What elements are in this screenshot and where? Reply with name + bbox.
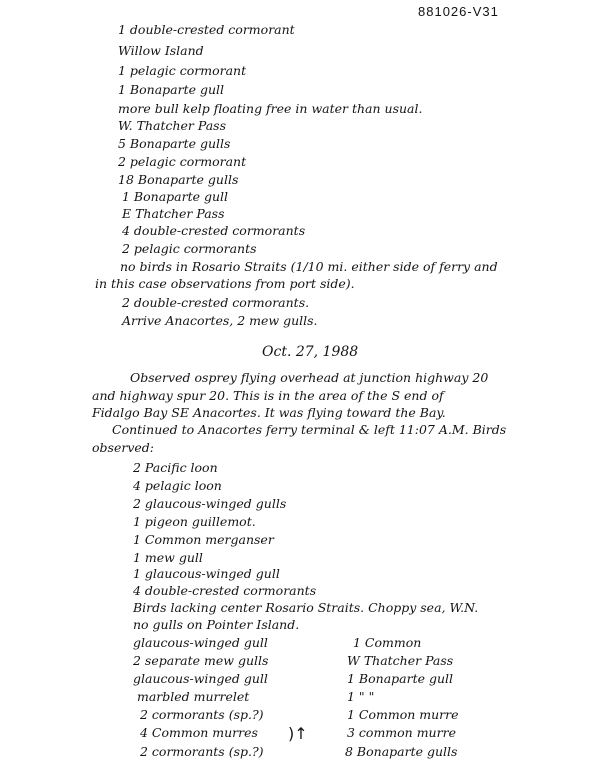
- entry-line: Continued to Anacortes ferry terminal & left 11:07 A.M. Birds: [112, 422, 507, 437]
- entry-line: 2 cormorants (sp.?): [140, 707, 264, 722]
- entry-line: 2 double-crested cormorants.: [122, 295, 310, 310]
- entry-line: in this case observations from port side).: [95, 276, 355, 291]
- right-column-line: 1 " ": [347, 689, 375, 704]
- entry-line: 2 pelagic cormorant: [118, 154, 247, 169]
- entry-line: 5 Bonaparte gulls: [118, 136, 231, 151]
- entry-date: Oct. 27, 1988: [262, 344, 359, 360]
- right-column-line: 1 Bonaparte gull: [347, 671, 454, 686]
- entry-line: no gulls on Pointer Island.: [133, 617, 300, 632]
- entry-line: observed:: [92, 440, 154, 455]
- entry-line: E Thatcher Pass: [122, 206, 225, 221]
- entry-line: 1 Common merganser: [133, 532, 274, 547]
- entry-line: marbled murrelet: [137, 689, 250, 704]
- entry-line: 2 cormorants (sp.?): [140, 744, 264, 759]
- entry-line: 1 Bonaparte gull: [118, 82, 225, 97]
- entry-line: Willow Island: [118, 43, 204, 58]
- entry-line: 2 pelagic cormorants: [122, 241, 257, 256]
- right-column-line: 1 Common murre: [347, 707, 459, 722]
- entry-line: 4 double-crested cormorants: [122, 223, 306, 238]
- right-column-line: 1 Common: [353, 635, 422, 650]
- entry-line: 18 Bonaparte gulls: [118, 172, 239, 187]
- entry-line: no birds in Rosario Straits (1/10 mi. either side of ferry and: [120, 259, 498, 274]
- right-column-line: 8 Bonaparte gulls: [345, 744, 458, 759]
- document-id: 881026-V31: [418, 4, 499, 19]
- entry-line: glaucous-winged gull: [133, 635, 268, 650]
- entry-line: 4 pelagic loon: [133, 478, 222, 493]
- right-column-line: W Thatcher Pass: [347, 653, 454, 668]
- entry-line: and highway spur 20. This is in the area of the S end of: [92, 388, 444, 403]
- entry-line: 1 glaucous-winged gull: [133, 566, 280, 581]
- entry-line: Birds lacking center Rosario Straits. Choppy sea, W.N.: [133, 600, 479, 615]
- entry-line: 2 Pacific loon: [133, 460, 218, 475]
- entry-line: 4 double-crested cormorants: [133, 583, 317, 598]
- entry-line: 4 Common murres: [140, 725, 258, 740]
- entry-line: glaucous-winged gull: [133, 671, 268, 686]
- entry-line: Observed osprey flying overhead at junction highway 20: [130, 370, 489, 385]
- right-column-line: 3 common murre: [347, 725, 456, 740]
- entry-line: 2 separate mew gulls: [133, 653, 269, 668]
- bracket-mark: )↑: [288, 724, 308, 743]
- entry-line: 1 pigeon guillemot.: [133, 514, 256, 529]
- entry-line: 1 pelagic cormorant: [118, 63, 247, 78]
- entry-line: more bull kelp floating free in water than usual.: [118, 101, 423, 116]
- entry-line: Arrive Anacortes, 2 mew gulls.: [122, 313, 318, 328]
- entry-line: 2 glaucous-winged gulls: [133, 496, 287, 511]
- entry-line: 1 mew gull: [133, 550, 203, 565]
- entry-line: Fidalgo Bay SE Anacortes. It was flying toward the Bay.: [92, 405, 446, 420]
- entry-line: W. Thatcher Pass: [118, 118, 227, 133]
- entry-line: 1 Bonaparte gull: [122, 189, 229, 204]
- entry-line: 1 double-crested cormorant: [118, 22, 295, 37]
